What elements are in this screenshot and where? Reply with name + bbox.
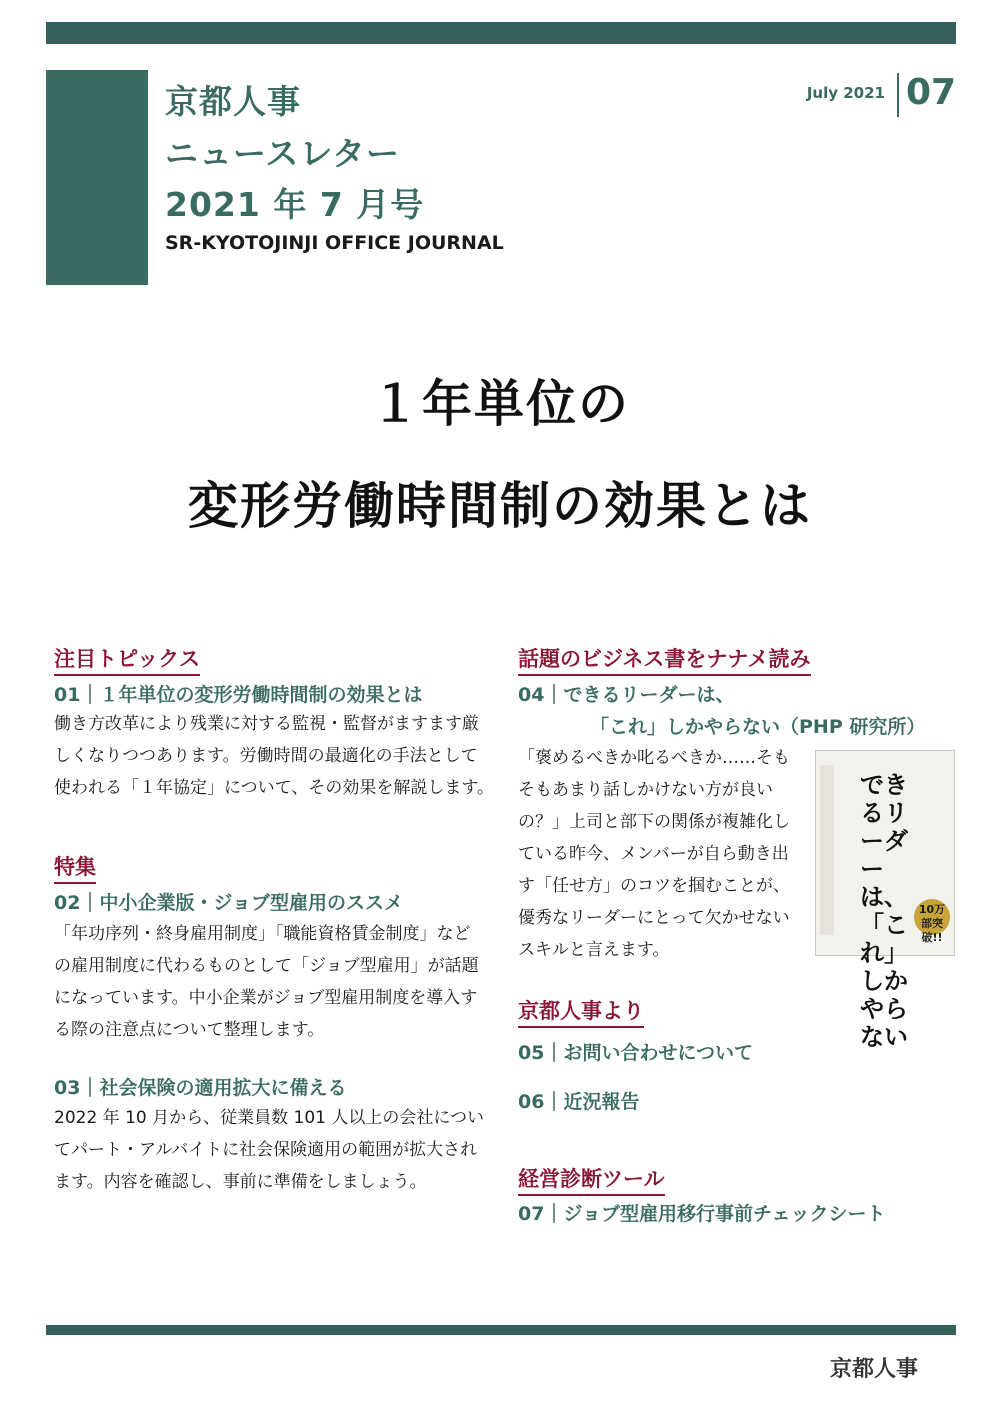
office-06-link[interactable]: 06｜近況報告 [518,1091,640,1113]
book-04-link[interactable]: 04｜できるリーダーは、 [518,684,735,706]
issue-month: July 2021 [806,84,885,102]
summary-line: しくなりつつあります。労働時間の最適化の手法として [54,746,478,766]
summary-line: す「任せ方」のコツを掴むことが、 [518,876,790,896]
office-05-link[interactable]: 05｜お問い合わせについて [518,1042,754,1064]
topic-01-link[interactable]: 01｜１年単位の変形労働時間制の効果とは [54,684,423,706]
summary-line: になっています。中小企業がジョブ型雇用制度を導入す [54,988,478,1008]
issue-number: 07 [906,72,957,113]
feature-02-summary [54,918,494,1046]
newsletter-title-line-3: 2021 年 7 月号 [165,185,425,224]
summary-line: てパート・アルバイトに社会保険適用の範囲が拡大され [54,1140,478,1160]
summary-line: 2022 年 10 月から、従業員数 101 人以上の会社につい [54,1108,485,1128]
topics-heading: 注目トピックス [54,647,200,676]
topic-03-link[interactable]: 03｜社会保険の適用拡大に備える [54,1077,347,1099]
summary-line: ている昨今、メンバーが自ら動き出 [518,844,789,864]
newsletter-title-line-2: ニュースレター [165,134,401,173]
bottom-band [46,1325,956,1335]
summary-line: 優秀なリーダーにとって欠かせない [518,908,790,928]
summary-line: の雇用制度に代わるものとして「ジョブ型雇用」が話題 [54,956,479,976]
topics-section [54,643,200,673]
books-heading: 話題のビジネス書をナナメ読み [518,647,811,676]
top-band [46,22,956,44]
office-section [518,995,644,1025]
journal-name: SR-KYOTOJINJI OFFICE JOURNAL [165,232,504,254]
topic-03-summary [54,1102,494,1198]
tool-07-link[interactable]: 07｜ジョブ型雇用移行事前チェックシート [518,1203,886,1225]
summary-line: そもあまり話しかけない方が良い [518,780,773,800]
book-04-summary [518,742,808,966]
book-04-title-line-2[interactable]: 「これ」しかやらない（PHP 研究所） [590,716,926,738]
footer-brand: 京都人事 [830,1357,919,1382]
summary-line: 「年功序列・終身雇用制度」「職能資格賃金制度」など [54,924,471,944]
book-cover-stripe [820,765,834,935]
topic-01-summary [54,708,494,804]
feature-02-link[interactable]: 02｜中小企業版・ジョブ型雇用のススメ [54,892,404,914]
headline-line-2: 変形労働時間制の効果とは [188,477,812,535]
header-color-block [46,70,148,285]
summary-line: 働き方改革により残業に対する監視・監督がますます厳 [54,714,479,734]
book-cover-title: できるリーダーは、「これ」しかやらない [860,771,908,1051]
summary-line: 「褒めるべきか叱るべきか……そも [518,748,790,768]
summary-line: ます。内容を確認し、事前に準備をしましょう。 [54,1172,427,1192]
tools-heading: 経営診断ツール [518,1167,665,1196]
summary-line: 使われる「１年協定」について、その効果を解説します。 [54,778,494,798]
tools-section [518,1163,665,1193]
headline-line-1: １年単位の [370,375,630,433]
feature-section [54,851,96,881]
books-section [518,643,811,673]
book-cover-badge: 10万部突破!! [914,899,950,935]
summary-line: スキルと言えます。 [518,940,670,960]
summary-line: の？」上司と部下の関係が複雑化し [518,812,790,832]
feature-heading: 特集 [54,855,96,884]
office-heading: 京都人事より [518,999,644,1028]
issue-divider [897,73,899,117]
book-cover-image [815,750,955,1051]
newsletter-title-line-1: 京都人事 [165,82,301,121]
summary-line: る際の注意点について整理します。 [54,1020,325,1040]
